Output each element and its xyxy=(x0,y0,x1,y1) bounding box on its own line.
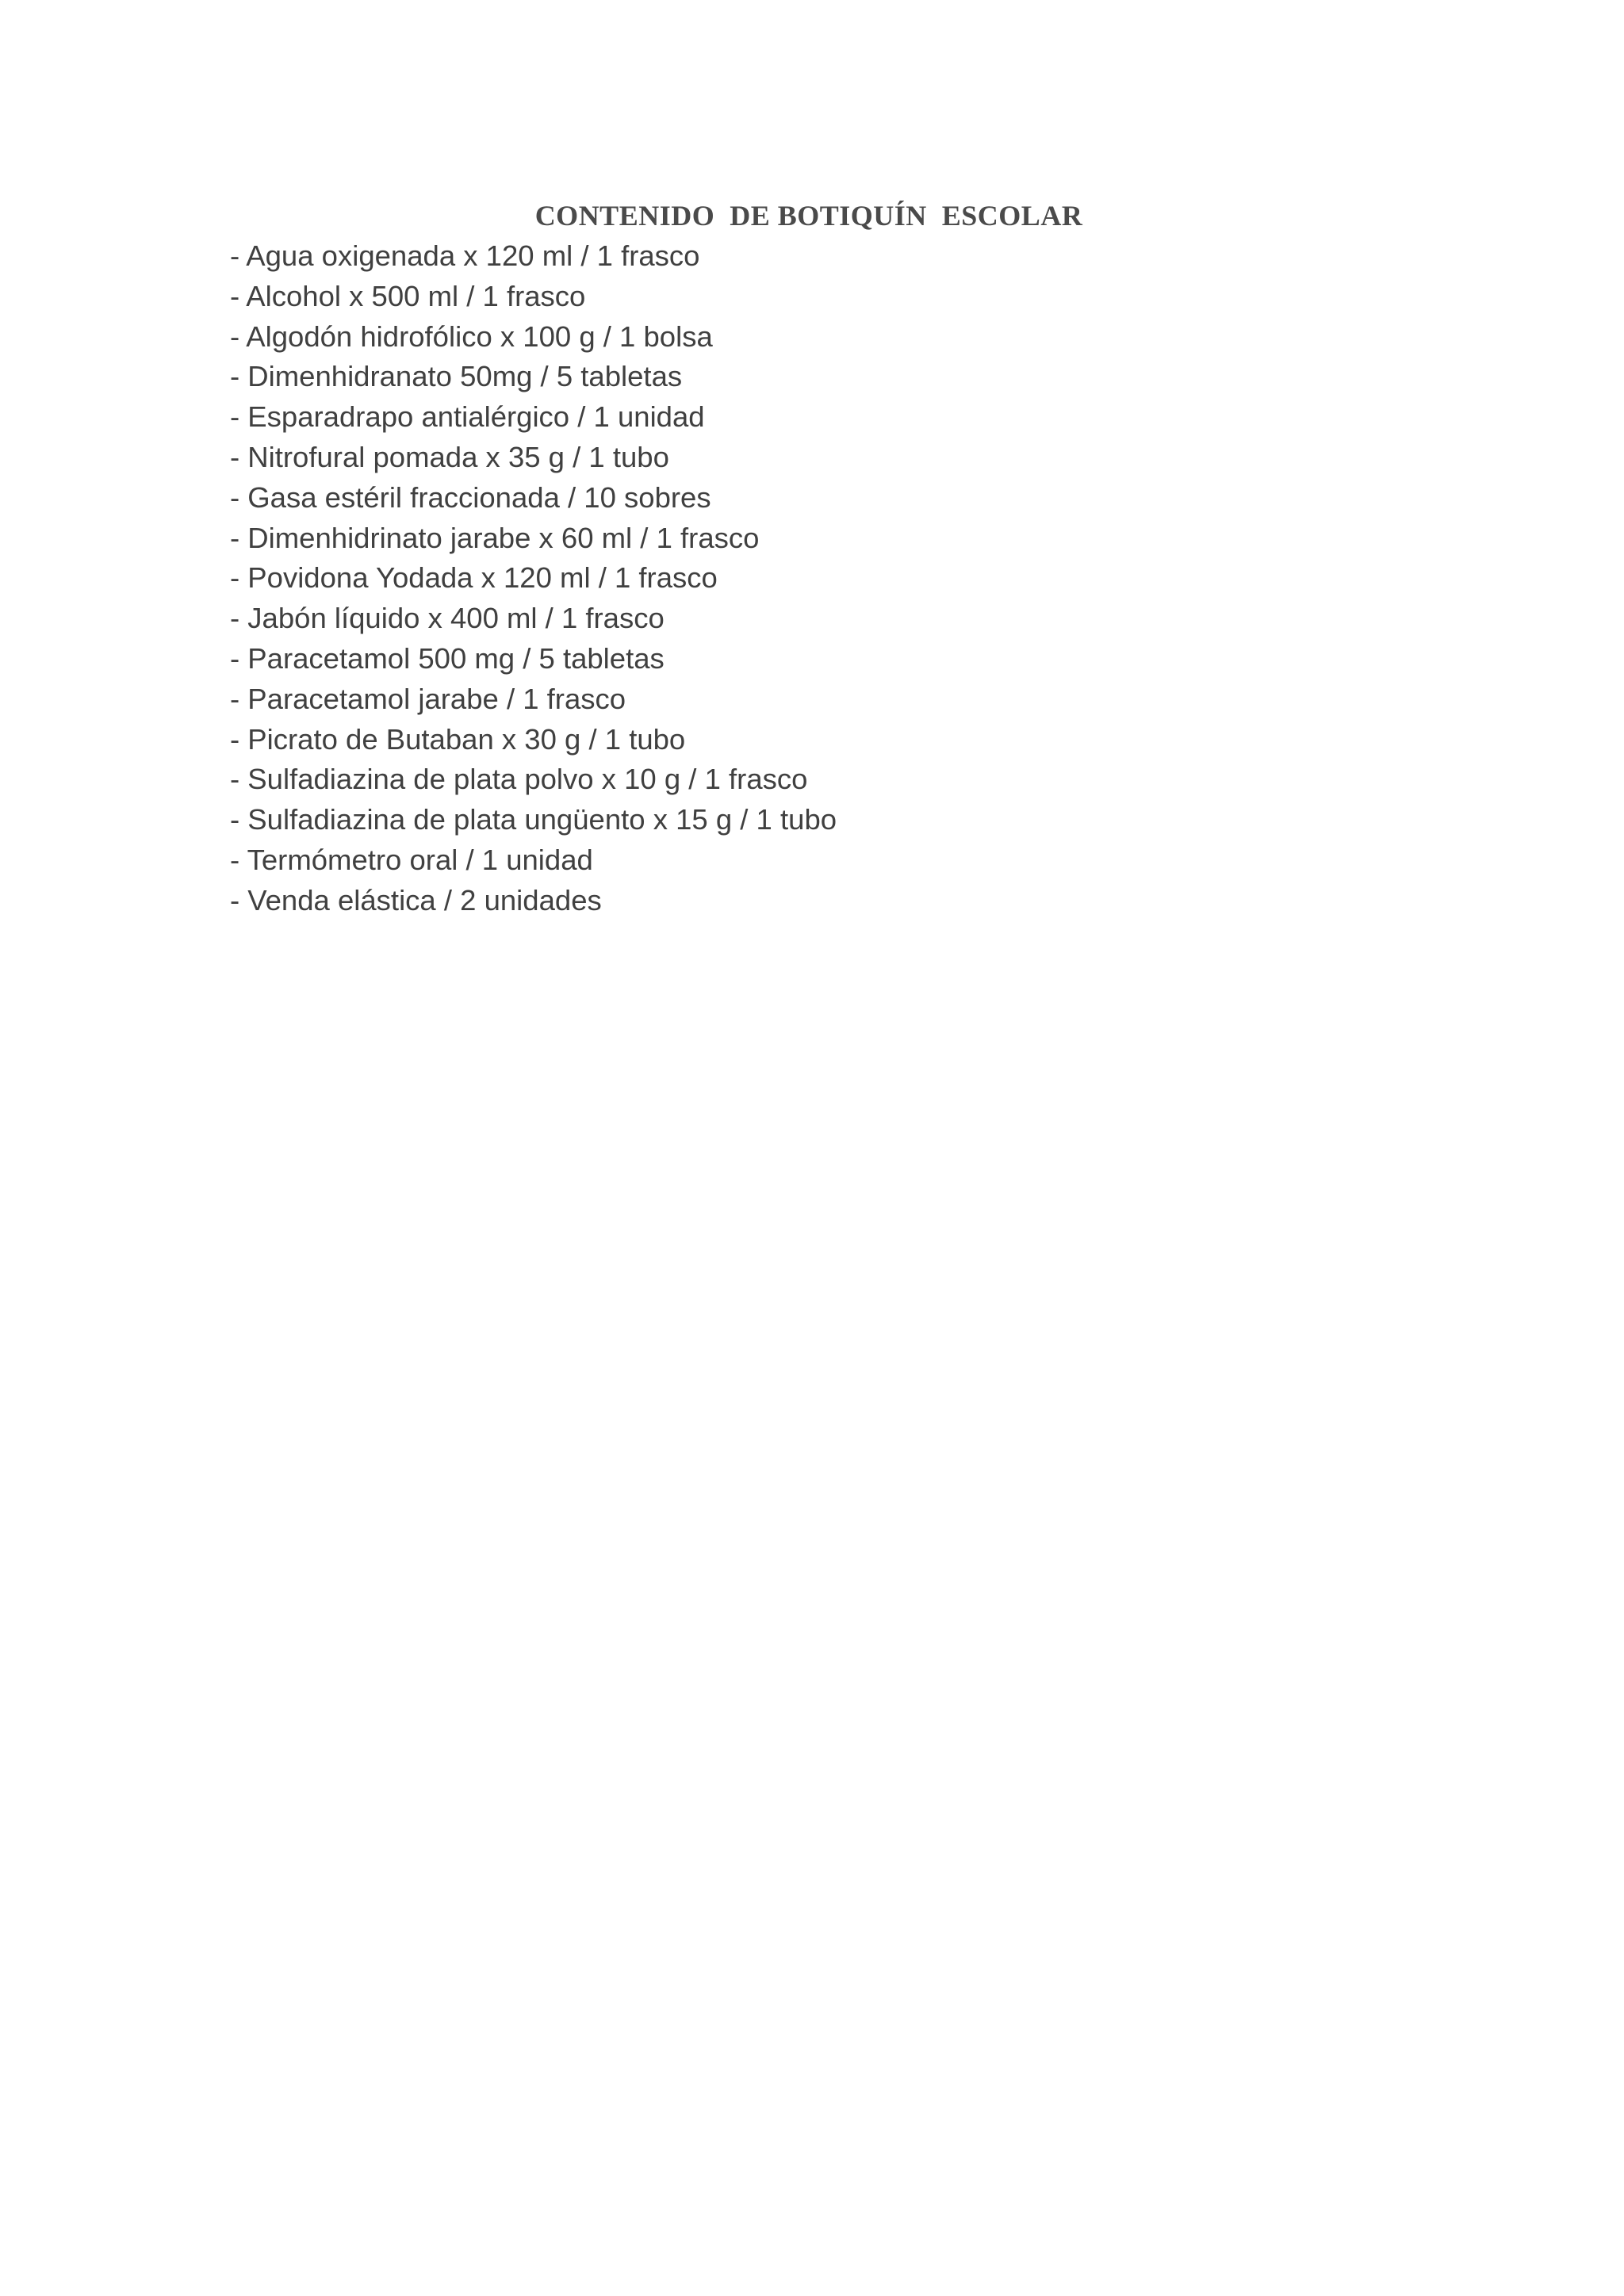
list-item: - Sulfadiazina de plata ungüento x 15 g / 1 tubo xyxy=(230,803,837,836)
list-item: - Nitrofural pomada x 35 g / 1 tubo xyxy=(230,440,669,473)
list-item: - Gasa estéril fraccionada / 10 sobres xyxy=(230,480,711,514)
document-title xyxy=(0,197,1624,235)
list-item: - Esparadrapo antialérgico / 1 unidad xyxy=(230,400,705,434)
list-item: - Povidona Yodada x 120 ml / 1 frasco xyxy=(230,561,718,595)
list-item: - Jabón líquido x 400 ml / 1 frasco xyxy=(230,602,665,635)
list-item: - Agua oxigenada x 120 ml / 1 frasco xyxy=(230,239,700,272)
list-item: - Sulfadiazina de plata polvo x 10 g / 1 frasco xyxy=(230,763,808,796)
supply-list xyxy=(230,236,837,921)
list-item: - Venda elástica / 2 unidades xyxy=(230,883,602,916)
list-item: - Dimenhidrinato jarabe x 60 ml / 1 frasco xyxy=(230,521,760,554)
list-item: - Algodón hidrofólico x 100 g / 1 bolsa xyxy=(230,320,713,353)
document-title-text: CONTENIDO DE BOTIQUÍN ESCOLAR xyxy=(534,200,1083,232)
list-item: - Termómetro oral / 1 unidad xyxy=(230,843,593,876)
list-item: - Dimenhidranato 50mg / 5 tabletas xyxy=(230,360,683,393)
list-item: - Paracetamol jarabe / 1 frasco xyxy=(230,682,626,715)
list-item: - Alcohol x 500 ml / 1 frasco xyxy=(230,279,586,312)
list-item: - Picrato de Butaban x 30 g / 1 tubo xyxy=(230,722,686,756)
list-item: - Paracetamol 500 mg / 5 tabletas xyxy=(230,641,665,675)
